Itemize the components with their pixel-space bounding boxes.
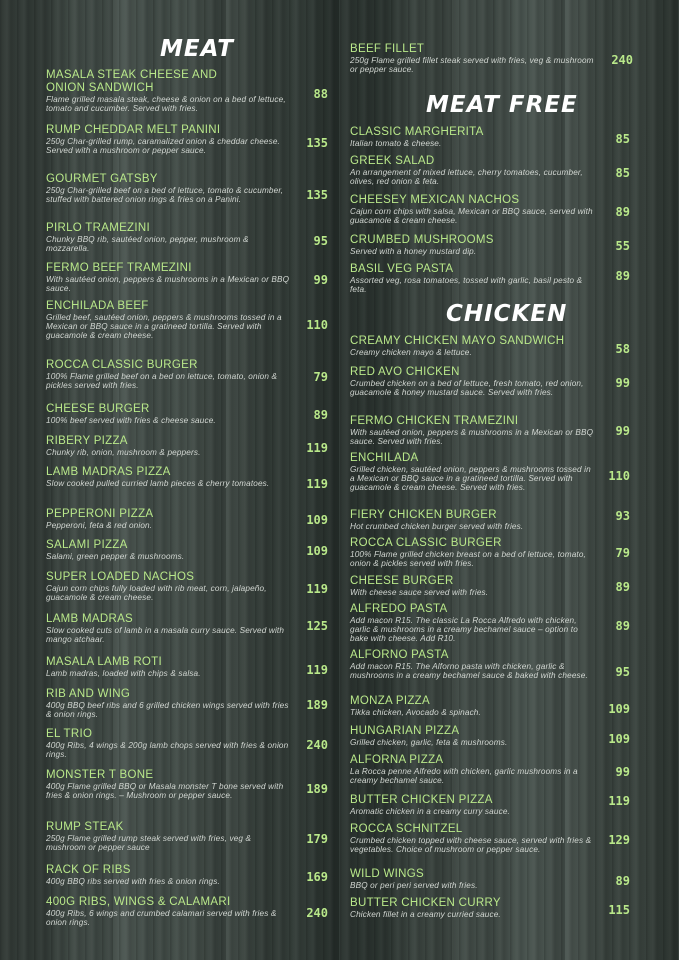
item-description: Chunky rib, onion, mushroom & peppers. — [46, 448, 201, 457]
item-description: Chunky BBQ rib, sautéed onion, pepper, mushroom & mozzarella. — [46, 235, 249, 253]
menu-item — [350, 452, 640, 493]
item-price: 85 — [615, 132, 630, 146]
menu-item — [350, 575, 640, 598]
item-description: Slow cooked pulled curried lamb pieces & cherry tomatoes. — [46, 479, 270, 488]
item-name: MASALA LAMB ROTI — [46, 656, 162, 668]
item-price: 110 — [608, 469, 630, 483]
item-description: Pepperoni, feta & red onion. — [46, 521, 153, 530]
item-name: WILD WINGS — [350, 868, 424, 880]
item-price: 240 — [306, 738, 328, 752]
item-name: PEPPERONI PIZZA — [46, 508, 154, 520]
menu-item — [46, 124, 336, 156]
item-name: BEEF FILLET — [350, 43, 425, 55]
item-name: CHEESE BURGER — [46, 403, 150, 415]
item-price: 119 — [306, 441, 328, 455]
item-name: FERMO BEEF TRAMEZINI — [46, 262, 192, 274]
menu-item — [350, 868, 640, 891]
item-description: Tikka chicken, Avocado & spinach. — [350, 708, 481, 717]
item-name: RACK OF RIBS — [46, 864, 131, 876]
menu-item — [46, 262, 336, 294]
menu-item — [46, 403, 336, 426]
item-name: FIERY CHICKEN BURGER — [350, 509, 497, 521]
menu-item — [46, 173, 336, 205]
item-price: 85 — [615, 166, 630, 180]
item-name: CLASSIC MARGHERITA — [350, 126, 484, 138]
item-price: 109 — [306, 544, 328, 558]
item-name: ROCCA CLASSIC BURGER — [350, 537, 502, 549]
menu-item — [350, 335, 640, 358]
item-price: 169 — [306, 870, 328, 884]
menu-item — [350, 155, 640, 187]
item-description: Cajun corn chips with salsa, Mexican or BBQ sauce, served with guacamole & cream cheese. — [350, 207, 593, 225]
item-price: 110 — [306, 318, 328, 332]
item-name: ROCCA CLASSIC BURGER — [46, 359, 198, 371]
item-price: 99 — [615, 765, 630, 779]
item-name: PIRLO TRAMEZINI — [46, 222, 150, 234]
item-description: Chicken fillet in a creamy curried sauce. — [350, 910, 501, 919]
item-description: Slow cooked cuts of lamb in a masala curry sauce. Served with mango atchaar. — [46, 626, 285, 644]
item-name: EL TRIO — [46, 728, 93, 740]
menu-item — [350, 366, 640, 398]
item-name: CHEESEY MEXICAN NACHOS — [350, 194, 520, 206]
menu-item — [46, 222, 336, 254]
item-description: 400g Ribs, 6 wings and crumbed calamari served with fries & onion rings. — [46, 909, 277, 927]
meat-free-heading: MEAT FREE — [426, 92, 578, 118]
item-name: HUNGARIAN PIZZA — [350, 725, 460, 737]
menu-item — [350, 263, 640, 295]
item-description: 100% beef served with fries & cheese sauce. — [46, 416, 216, 425]
item-name: CHEESE BURGER — [350, 575, 454, 587]
item-name: ENCHILADA — [350, 452, 419, 464]
item-price: 109 — [306, 513, 328, 527]
menu-item — [46, 821, 336, 853]
item-name: RIB AND WING — [46, 688, 131, 700]
menu-item — [350, 603, 640, 644]
item-description: 400g BBQ beef ribs and 6 grilled chicken wings served with fries & onion rings. — [46, 701, 289, 719]
item-description: With sautéed onion, peppers & mushrooms in a Mexican or BBQ sauce. Served with fries. — [350, 428, 594, 446]
item-price: 99 — [615, 424, 630, 438]
menu-item — [350, 725, 640, 748]
item-description: Crumbed chicken on a bed of lettuce, fresh tomato, red onion, guacamole & honey mustard sauce. Served with fries. — [350, 379, 584, 397]
item-price: 88 — [313, 87, 328, 101]
item-price: 95 — [313, 234, 328, 248]
menu-item — [350, 649, 640, 681]
item-name: CREAMY CHICKEN MAYO SANDWICH — [350, 335, 565, 347]
menu-item — [46, 896, 336, 928]
item-description: Crumbed chicken topped with cheese sauce, served with fries & vegetables. Choice of mushroom or pepper sauce. — [350, 836, 592, 854]
item-price: 129 — [608, 833, 630, 847]
item-description: Served with a honey mustard dip. — [350, 247, 477, 256]
item-name: FERMO CHICKEN TRAMEZINI — [350, 415, 519, 427]
menu-item — [46, 539, 336, 562]
item-description: Salami, green pepper & mushrooms. — [46, 552, 185, 561]
item-description: Grilled chicken, sautéed onion, peppers & mushrooms tossed in a Mexican or BBQ sauce in a gratineed tortilla. Served with guacamole & cream cheese. Served with fries. — [350, 465, 591, 492]
item-description: 250g Char-grilled rump, caramalized onion & cheddar cheese. Served with a mushroom or pepper sauce. — [46, 137, 280, 155]
menu-item — [46, 571, 336, 603]
menu-item — [350, 509, 640, 532]
item-description: 250g Char-grilled beef on a bed of lettuce, tomato & cucumber, stuffed with battered onion rings & fries on a Panini. — [46, 186, 284, 204]
menu-item — [46, 435, 336, 458]
item-description: 400g BBQ ribs served with fries & onion rings. — [46, 877, 220, 886]
menu-item — [46, 728, 336, 760]
menu-item — [350, 823, 640, 855]
item-name: 400G RIBS, WINGS & CALAMARI — [46, 896, 231, 908]
menu-item — [350, 695, 640, 718]
item-price: 58 — [615, 342, 630, 356]
item-name: RIBERY PIZZA — [46, 435, 128, 447]
item-description: 100% Flame grilled beef on a bed on lettuce, tomato, onion & pickles served with fries. — [46, 372, 278, 390]
item-price: 119 — [306, 582, 328, 596]
item-name: MASALA STEAK CHEESE AND ONION SANDWICH — [46, 69, 218, 94]
item-name: LAMB MADRAS PIZZA — [46, 466, 171, 478]
item-name: SALAMI PIZZA — [46, 539, 128, 551]
menu-item — [46, 864, 336, 887]
item-description: Cajun corn chips fully loaded with rib meat, corn, jalapeño, guacamole & cream cheese. — [46, 584, 267, 602]
menu-item — [350, 897, 640, 920]
menu-item — [46, 769, 336, 801]
item-name: GREEK SALAD — [350, 155, 435, 167]
item-description: Grilled chicken, garlic, feta & mushrooms. — [350, 738, 508, 747]
item-description: Add macon R15. The classic La Rocca Alfredo with chicken, garlic & mushrooms in a creamy bechamel sauce – option to bake with cheese. Add R10. — [350, 616, 578, 643]
item-description: La Rocca penne Alfredo with chicken, garlic mushrooms in a creamy bechamel sauce. — [350, 767, 578, 785]
item-description: 250g Flame grilled fillet steak served with fries, veg & mushroom or pepper sauce. — [350, 56, 594, 74]
item-price: 93 — [615, 509, 630, 523]
item-price: 99 — [615, 376, 630, 390]
item-price: 240 — [611, 53, 633, 67]
item-price: 119 — [306, 477, 328, 491]
menu-item — [46, 300, 336, 341]
item-price: 179 — [306, 832, 328, 846]
item-name: ENCHILADA BEEF — [46, 300, 149, 312]
item-price: 89 — [313, 408, 328, 422]
menu-item — [46, 466, 336, 489]
menu-item — [350, 194, 640, 226]
item-description: Add macon R15. The Alforno pasta with chicken, garlic & mushrooms in a creamy bechamel sauce & baked with cheese. — [350, 662, 588, 680]
item-description: Assorted veg, rosa tomatoes, tossed with garlic, basil pesto & feta. — [350, 276, 583, 294]
item-name: RUMP STEAK — [46, 821, 124, 833]
item-price: 99 — [313, 273, 328, 287]
item-name: RUMP CHEDDAR MELT PANINI — [46, 124, 221, 136]
chicken-heading: CHICKEN — [446, 301, 568, 327]
item-description: 100% Flame grilled chicken breast on a bed of lettuce, tomato, onion & pickles served with fries. — [350, 550, 586, 568]
menu-item — [46, 688, 336, 720]
meat-heading: MEAT — [160, 36, 234, 62]
menu-item — [350, 126, 640, 149]
item-name: BUTTER CHICKEN CURRY — [350, 897, 501, 909]
item-price: 79 — [615, 546, 630, 560]
menu-item — [350, 537, 640, 569]
item-description: 250g Flame grilled rump steak served with fries, veg & mushroom or pepper sauce — [46, 834, 252, 852]
item-name: ROCCA SCHNITZEL — [350, 823, 463, 835]
item-name: MONZA PIZZA — [350, 695, 430, 707]
item-price: 125 — [306, 619, 328, 633]
item-name: BUTTER CHICKEN PIZZA — [350, 794, 493, 806]
item-price: 55 — [615, 239, 630, 253]
item-price: 79 — [313, 370, 328, 384]
item-price: 189 — [306, 782, 328, 796]
item-price: 119 — [608, 794, 630, 808]
item-price: 89 — [615, 269, 630, 283]
item-name: LAMB MADRAS — [46, 613, 134, 625]
item-name: ALFORNO PASTA — [350, 649, 449, 661]
item-price: 119 — [306, 663, 328, 677]
item-name: ALFORNA PIZZA — [350, 754, 444, 766]
item-description: Aromatic chicken in a creamy curry sauce. — [350, 807, 510, 816]
item-description: Flame grilled masala steak, cheese & onion on a bed of lettuce, tomato and cucumber. Served with fries. — [46, 95, 286, 113]
item-description: Hot crumbed chicken burger served with fries. — [350, 522, 524, 531]
menu-item — [350, 415, 640, 447]
item-price: 109 — [608, 732, 630, 746]
item-description: An arrangement of mixed lettuce, cherry tomatoes, cucumber, olives, red onion & feta. — [350, 168, 583, 186]
item-price: 189 — [306, 698, 328, 712]
menu-item — [46, 508, 336, 531]
item-price: 89 — [615, 205, 630, 219]
item-description: Grilled beef, sautéed onion, peppers & mushrooms tossed in a Mexican or BBQ sauce in a gratineed tortilla. Served with guacamole & cream cheese. — [46, 313, 282, 340]
item-description: With sautéed onion, peppers & mushrooms in a Mexican or BBQ sauce. — [46, 275, 290, 293]
menu-item — [46, 656, 336, 679]
menu-item — [350, 794, 640, 817]
menu-item — [46, 359, 336, 391]
item-price: 89 — [615, 580, 630, 594]
item-description: BBQ or peri peri served with fries. — [350, 881, 478, 890]
item-name: ALFREDO PASTA — [350, 603, 448, 615]
item-price: 135 — [306, 136, 328, 150]
item-price: 89 — [615, 874, 630, 888]
item-price: 115 — [608, 903, 630, 917]
item-price: 240 — [306, 906, 328, 920]
item-price: 135 — [306, 188, 328, 202]
item-name: RED AVO CHICKEN — [350, 366, 460, 378]
item-name: MONSTER T BONE — [46, 769, 154, 781]
item-description: With cheese sauce served with fries. — [350, 588, 489, 597]
menu-item — [350, 234, 640, 257]
item-name: SUPER LOADED NACHOS — [46, 571, 195, 583]
item-description: 400g Ribs, 4 wings & 200g lamb chops served with fries & onion rings. — [46, 741, 289, 759]
item-description: Lamb madras, loaded with chips & salsa. — [46, 669, 201, 678]
menu-item — [350, 754, 640, 786]
menu-item — [46, 613, 336, 645]
item-price: 109 — [608, 702, 630, 716]
item-description: Creamy chicken mayo & lettuce. — [350, 348, 472, 357]
menu-item — [350, 43, 640, 75]
item-price: 89 — [615, 619, 630, 633]
menu-item — [46, 69, 336, 114]
item-description: Italian tomato & cheese. — [350, 139, 442, 148]
item-name: BASIL VEG PASTA — [350, 263, 454, 275]
item-name: CRUMBED MUSHROOMS — [350, 234, 494, 246]
item-price: 95 — [615, 665, 630, 679]
item-description: 400g Flame grilled BBQ or Masala monster T bone served with fries & onion rings. – Mushroom or pepper sauce. — [46, 782, 284, 800]
item-name: GOURMET GATSBY — [46, 173, 158, 185]
